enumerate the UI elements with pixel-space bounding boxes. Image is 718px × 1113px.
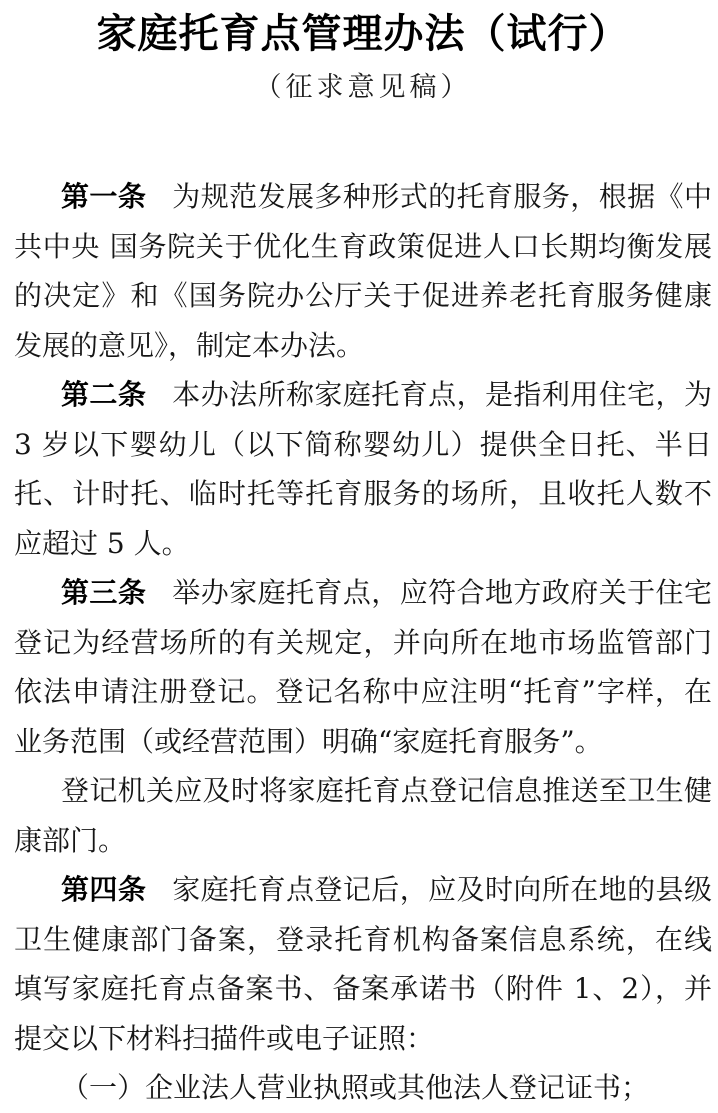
list-item-1-text: （一）企业法人营业执照或其他法人登记证书； <box>61 1071 650 1104</box>
paragraph-article-2 <box>14 370 712 568</box>
article-1-label: 第一条 <box>61 180 147 213</box>
paragraph-4-text: 登记机关应及时将家庭托育点登记信息推送至卫生健康部门。 <box>14 774 712 857</box>
article-3-label: 第三条 <box>61 576 147 609</box>
article-2-text: 本办法所称家庭托育点，是指利用住宅，为 3 岁以下婴幼儿（以下简称婴幼儿）提供全日托、半日托、计时托、临时托等托育服务的场所，且收托人数不应超过 5 人。 <box>14 378 712 560</box>
paragraph-article-3 <box>14 568 712 766</box>
article-1-text: 为规范发展多种形式的托育服务，根据《中共中央 国务院关于优化生育政策促进人口长期均衡发展的决定》和《国务院办公厅关于促进养老托育服务健康发展的意见》，制定本办法。 <box>14 180 712 362</box>
paragraph-article-4 <box>14 865 712 1063</box>
article-4-text: 家庭托育点登记后，应及时向所在地的县级卫生健康部门备案，登录托育机构备案信息系统，在线填写家庭托育点备案书、备案承诺书（附件 1、2），并提交以下材料扫描件或电子证照： <box>14 873 712 1055</box>
document-body <box>14 172 712 1113</box>
article-2-label: 第二条 <box>61 378 147 411</box>
paragraph-list-item-1 <box>14 1063 712 1113</box>
paragraph-article-3-continuation <box>14 766 712 865</box>
paragraph-article-1 <box>14 172 712 370</box>
article-4-label: 第四条 <box>61 873 147 906</box>
document-title: 家庭托育点管理办法（试行） <box>96 10 630 57</box>
document-subtitle: （征求意见稿） <box>254 72 472 103</box>
article-3-text: 举办家庭托育点，应符合地方政府关于住宅登记为经营场所的有关规定，并向所在地市场监管部门依法申请注册登记。登记名称中应注明“托育”字样，在业务范围（或经营范围）明确“家庭托育服务”。 <box>14 576 712 758</box>
